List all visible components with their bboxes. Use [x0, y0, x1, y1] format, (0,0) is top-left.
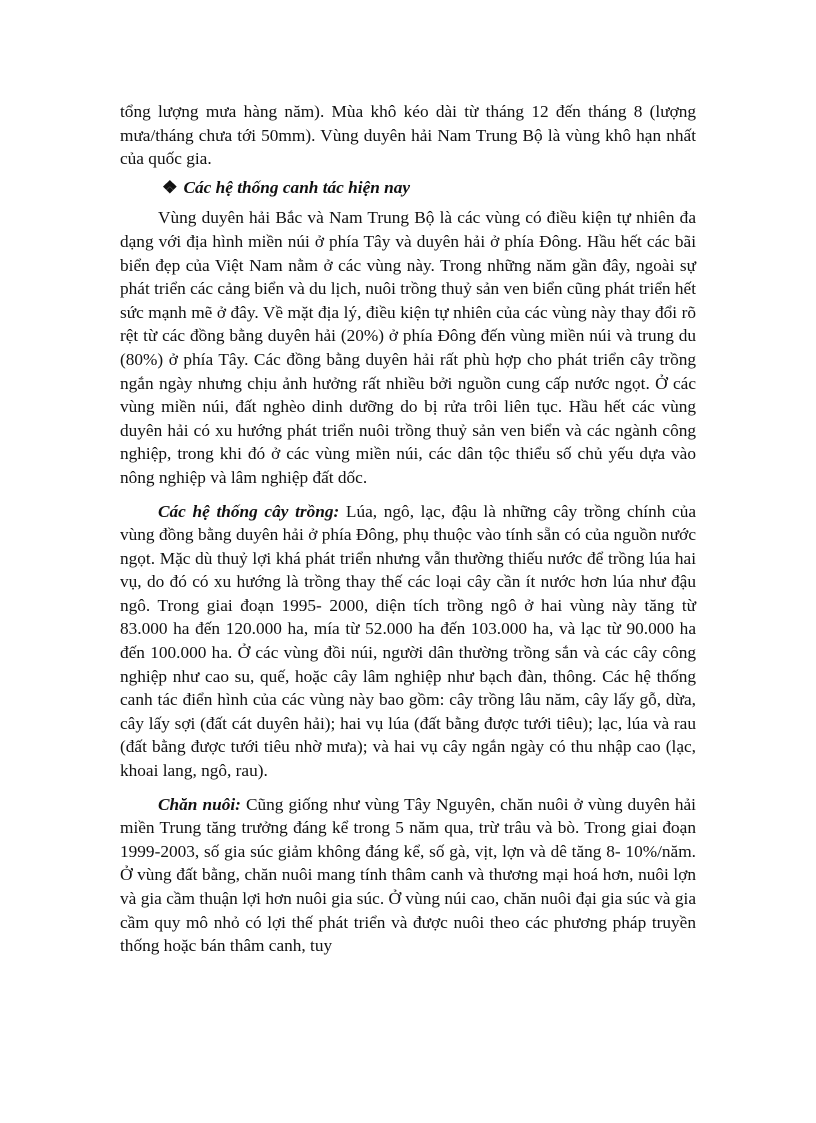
- diamond-bullet-icon: ❖: [162, 177, 178, 197]
- section-heading: [120, 176, 696, 200]
- paragraph-livestock: [120, 793, 696, 958]
- crop-systems-lead: Các hệ thống cây trồng:: [158, 501, 340, 521]
- livestock-lead: Chăn nuôi:: [158, 794, 241, 814]
- paragraph-continuation: tổng lượng mưa hàng năm). Mùa khô kéo dài từ tháng 12 đến tháng 8 (lượng mưa/tháng chưa tới 50mm). Vùng duyên hải Nam Trung Bộ là vùng khô hạn nhất của quốc gia.: [120, 102, 696, 169]
- crop-systems-body: Lúa, ngô, lạc, đậu là những cây trồng chính của vùng đồng bằng duyên hải ở phía Đông, phụ thuộc vào tính sẵn có của nguồn nước ngọt. Mặc dù thuỷ lợi khá phát triển nhưng vẫn thường thiếu nước để trồng lúa hai vụ, do đó có xu hướng là trồng thay thế các loại cây cần ít nước hơn lúa như đậu ngô. Trong giai đoạn 1995- 2000, diện tích trồng ngô ở hai vùng này tăng từ 83.000 ha đến 120.000 ha, mía từ 52.000 ha đến 103.000 ha, và lạc từ 90.000 ha đến 100.000 ha. Ở các vùng đồi núi, người dân thường trồng sắn và các cây công nghiệp như cao su, quế, hoặc cây lâm nghiệp như bạch đàn, thông. Các hệ thống canh tác điển hình của các vùng này bao gồm: cây trồng lâu năm, cây lấy gỗ, dừa, cây lấy sợi (đất cát duyên hải); hai vụ lúa (đất bằng được tưới tiêu); lạc, lúa và rau (đất bằng được tưới tiêu nhờ mưa); và hai vụ cây ngắn ngày có thu nhập cao (lạc, khoai lang, ngô, rau).: [120, 501, 697, 781]
- section-heading-text: Các hệ thống canh tác hiện nay: [183, 177, 411, 197]
- paragraph-crop-systems: [120, 500, 696, 783]
- paragraph-overview: Vùng duyên hải Bắc và Nam Trung Bộ là các vùng có điều kiện tự nhiên đa dạng với địa hình miền núi ở phía Tây và duyên hải ở phía Đông. Hầu hết các bãi biển đẹp của Việt Nam nằm ở các vùng này. Trong những năm gần đây, ngoài sự phát triển các cảng biển và du lịch, nuôi trồng thuỷ sản ven biển cũng phát triển hết sức mạnh mẽ ở đây. Về mặt địa lý, điều kiện tự nhiên của các vùng này thay đổi rõ rệt từ các đồng bằng duyên hải (20%) ở phía Đông đến vùng miền núi và trung du (80%) ở phía Tây. Các đồng bằng duyên hải rất phù hợp cho phát triển cây trồng ngắn ngày nhưng chịu ảnh hưởng rất nhiều bởi nguồn cung cấp nước ngọt. Ở các vùng miền núi, đất nghèo dinh dưỡng do bị rửa trôi liên tục. Hầu hết các vùng duyên hải có xu hướng phát triển nuôi trồng thuỷ sản ven biển và các ngành công nghiệp, trong khi đó ở các vùng miền núi, các dân tộc thiểu số chủ yếu dựa vào nông nghiệp và lâm nghiệp đất dốc.: [120, 208, 696, 487]
- livestock-body: Cũng giống như vùng Tây Nguyên, chăn nuôi ở vùng duyên hải miền Trung tăng trưởng đáng kể trong 5 năm qua, trừ trâu và bò. Trong giai đoạn 1999-2003, số gia súc giảm không đáng kể, số gà, vịt, lợn và dê tăng 8- 10%/năm. Ở vùng đất bằng, chăn nuôi mang tính thâm canh và thương mại hoá hơn, nuôi lợn và gia cầm thuận lợi hơn nuôi gia súc. Ở vùng núi cao, chăn nuôi đại gia súc và gia cầm quy mô nhỏ có lợi thế phát triển và được nuôi theo các phương pháp truyền thống hoặc bán thâm canh, tuy: [120, 794, 696, 956]
- document-page: [120, 100, 696, 958]
